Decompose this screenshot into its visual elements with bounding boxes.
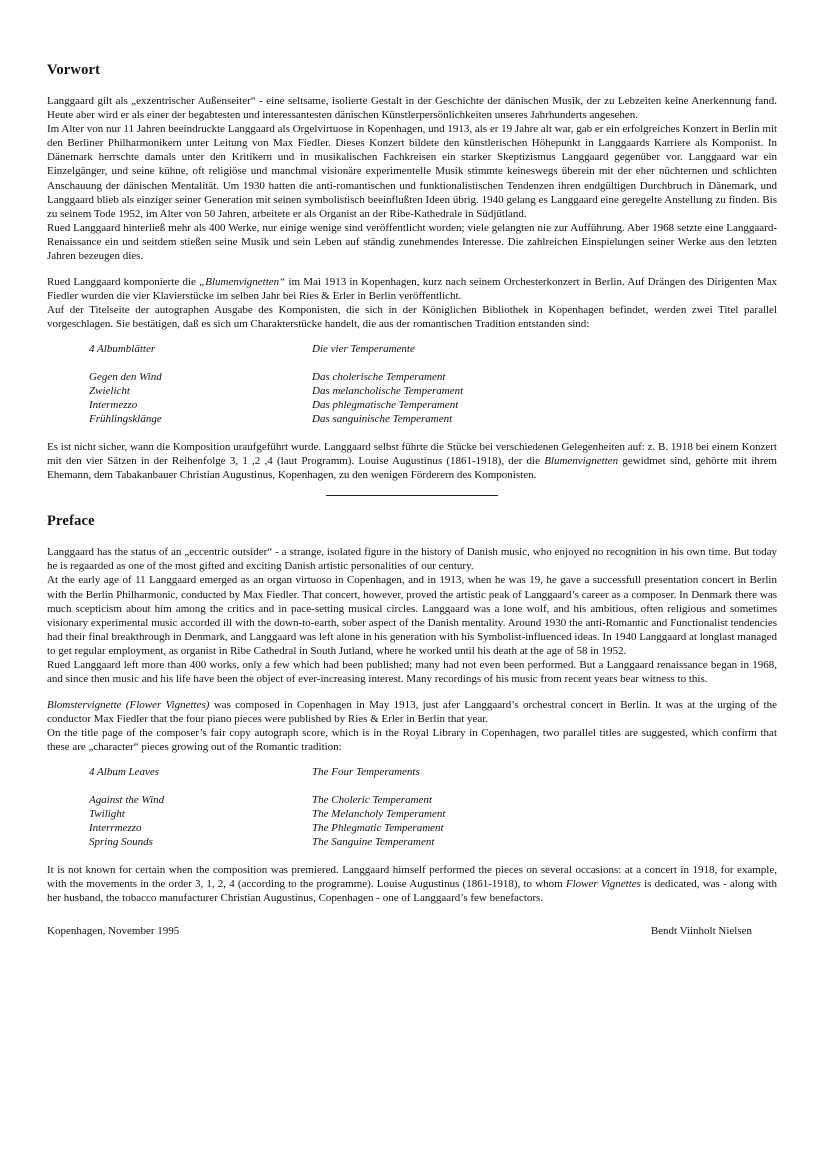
preface-paragraph-6 (47, 863, 777, 905)
title-row (89, 807, 777, 821)
title-col-1: Gegen den Wind (89, 370, 162, 383)
vorwort-paragraph-1: Langgaard gilt als „exzentrischer Außenseiter“ - eine seltsame, isolierte Gestalt in der Geschichte der dänischen Musik, der zu Lebzeiten keine Anerkennung fand. Heute aber wird er als einer der begabtesten und interessantesten dänischen Künstlerpersönlichkeiten unseres Jahrhunderts angesehen. (47, 95, 777, 122)
text-span: gewidmet sind, gehörte mit ihrem Ehemann, dem Tabakanbauer Christian Augustinus, Kopenhagen, zu den wenigen Förderern des Komponisten. (47, 455, 777, 482)
title-row (89, 412, 777, 426)
preface-paragraph-4 (47, 698, 777, 726)
vorwort-section (47, 62, 777, 482)
title-row (89, 793, 777, 807)
document-body (47, 62, 777, 937)
work-title: Blumenvignetten (544, 455, 619, 468)
preface-heading: Preface (47, 513, 95, 530)
author-name: Bendt Viinholt Nielsen (650, 925, 752, 938)
title-row (89, 398, 777, 412)
title-table-header (89, 765, 777, 779)
vorwort-heading: Vorwort (47, 62, 101, 78)
title-col-1: Interrmezzo (89, 821, 142, 834)
title-col-1: Twilight (89, 807, 125, 820)
work-title: Blomstervignette (Flower Vignettes) (47, 699, 210, 712)
title-col-2: The Phlegmatic Temperament (312, 821, 444, 834)
title-col-2: Das sanguinische Temperament (312, 412, 453, 425)
preface-paragraph-5: On the title page of the composer’s fair copy autograph score, which is in the Royal Library in Copenhagen, two parallel titles are suggested, which confirm that these are „character“ pieces growing out of the Romantic tradition: (47, 727, 777, 754)
preface-paragraph-2: At the early age of 11 Langgaard emerged as an organ virtuoso in Copenhagen, and in 1913, when he was 19, he gave a successfull presentation concert in Berlin with the Berlin Philharmonic, conducted by Max Fiedler. That concert, however, proved the artistic peak of Langgaard’s career as a composer. In Denmark there was much scepticism about him among the critics and in pace-setting musical circles. Langgaard was a lone wolf, and his ambitious, often religious and sometimes visionary experimental music accorded ill with the down-to-earth, sober aspect of the Danish mentality. Around 1930 the anti-Romantic and Functionalist tendencies had their final breakthrough in Denmark, and Langgaard was left alone in his generation with his Symbolist-influenced ideas. In 1940 Langgaard at longlast managed to get regular employment, as organist in Ribe Cathedral in South Jutland, where he worked until his death at the age of 58 in 1952. (47, 574, 777, 657)
title-col-1: Frühlingsklänge (89, 412, 162, 425)
title-row (89, 384, 777, 398)
text-span: Es ist nicht sicher, wann die Komposition uraufgeführt wurde. Langgaard selbst führte die Stücke bei verschiedenen Gelegenheiten auf: z. B. 1918 bei einem Konzert mit den vier Sätzen in der Reihenfolge 3, 1 ,2 ,4 (laut Programm). Louise Augustinus (1861-1918), der die (47, 440, 777, 468)
title-col-2: Das melancholische Temperament (312, 384, 464, 397)
title-col-2: Das cholerische Temperament (312, 370, 446, 383)
vorwort-paragraph-6 (47, 440, 777, 482)
preface-paragraph-1: Langgaard has the status of an „eccentric outsider“ - a strange, isolated figure in the history of Danish music, who enjoyed no recognition in his own time. But today he is regaarded as one of the most gifted and exciting Danish artistic personalities of our century. (47, 546, 777, 573)
text-span: im Mai 1913 in Kopenhagen, kurz nach seinem Orchesterkonzert in Berlin. Auf Drängen des Dirigenten Max Fiedler wurden die vier Klavierstücke im selben Jahr bei Ries & Erler in Berlin veröffentlicht. (47, 276, 777, 303)
title-row (89, 821, 777, 835)
title-col-1-header: 4 Albumblätter (89, 342, 156, 355)
title-col-2: Das phlegmatische Temperament (312, 398, 459, 411)
title-col-1: Zwielicht (89, 384, 130, 397)
preface-section (47, 513, 777, 905)
title-col-2: The Choleric Temperament (312, 793, 432, 806)
vorwort-paragraph-5: Auf der Titelseite der autographen Ausgabe des Komponisten, die sich in der Königlichen Bibliothek in Kopenhagen befindet, werden zwei Titel parallel vorgeschlagen. Sie bestätigen, daß es sich um Charakterstücke handelt, die aus der romantischen Tradition entstanden sind: (47, 304, 777, 331)
title-col-1: Against the Wind (89, 793, 165, 806)
text-span: It is not known for certain when the composition was premiered. Langgaard himself performed the pieces on several occasions: at a concert in 1918, for example, with the movements in the order 3, 1, 2, 4 (according to the programme). Louise Augustinus (1861-1918), to whom (47, 864, 777, 891)
title-row (89, 370, 777, 384)
title-col-2: The Melancholy Temperament (312, 807, 446, 820)
title-col-2-header: Die vier Temperamente (312, 342, 415, 355)
work-title: Flower Vignettes (565, 878, 641, 891)
vorwort-paragraph-3: Rued Langgaard hinterließ mehr als 400 Werke, nur einige wenige sind veröffentlicht worden; viele gelangten nie zur Aufführung. Aber 1968 setzte eine Langgaard-Renaissance ein und seitdem stießen seine Musik und sein Leben auf ständig zunehmendes Interesse. Die zahlreichen Einspielungen seiner Werke aus den letzten Jahren bezeugen dies. (47, 221, 777, 263)
preface-paragraph-3: Rued Langgaard left more than 400 works, only a few which had been published; many had not even been performed. But a Langgaard renaissance began in 1968, and since then music and his life have been the object of ever-increasing interest. Many recordings of his music from recent years bear witness to this. (47, 659, 777, 686)
title-col-1: Intermezzo (89, 398, 138, 411)
work-title: „Blumenvignetten“ (199, 276, 286, 289)
text-span: is dedicated, was - along with her husband, the tobacco manufacturer Christian Augustinus, Copenhagen - one of Langgaard’s few benefactors. (47, 878, 777, 905)
place-date: Kopenhagen, November 1995 (47, 925, 180, 938)
title-col-2-header: The Four Temperaments (312, 765, 420, 778)
title-col-1-header: 4 Album Leaves (89, 765, 160, 778)
vorwort-title-table (89, 342, 777, 426)
title-row (89, 835, 777, 849)
signature-line (47, 925, 752, 937)
title-col-2: The Sanguine Temperament (312, 835, 435, 848)
text-span: Rued Langgaard komponierte die (47, 276, 200, 289)
vorwort-paragraph-2: Im Alter von nur 11 Jahren beeindruckte Langgaard als Orgelvirtuose in Kopenhagen, und 1913, als er 19 Jahre alt war, gab er ein erfolgreiches Konzert in Berlin mit den Berliner Philharmonikern unter Leitung von Max Fiedler. Dieses Konzert bildete den künstlerischen Höhepunkt in Langgaards Karriere als Komponist. In Dänemark herrschte damals unter den Kritikern und in musikalischen Fachkreisen ein starker Skeptizismus Langgaard gegenüber vor. Langgaard war ein Einzelgänger, und seine kühne, oft religiöse und manchmal visionäre experimentelle Musik stimmte keineswegs überein mit der eher nüchternen und schlichten Anschauung der dänischen Mentalität. Um 1930 hatten die anti-romantischen und funktionalistischen Tendenzen ihren endgültigen Durchbruch in Dänemark, und Langgaard blieb als einziger seiner Generation mit seinen symbolistisch beeinflußten Ideen übrig. 1940 gelang es Langgaard eine geregelte Anstellung zu finden. Bis zu seinem Tode 1952, im Alter von 50 Jahren, arbeitete er als Organist an der Ribe-Kathedrale in Südjütland. (47, 123, 777, 220)
title-table-header (89, 342, 777, 356)
section-divider (326, 495, 498, 496)
preface-title-table (89, 765, 777, 849)
title-col-1: Spring Sounds (89, 835, 153, 848)
vorwort-paragraph-4 (47, 275, 777, 303)
text-span: was composed in Copenhagen in May 1913, just afer Langgaard’s orchestral concert in Berlin. It was at the urging of the conductor Max Fiedler that the four piano pieces were published by Ries & Erler in Berlin that year. (47, 699, 777, 726)
